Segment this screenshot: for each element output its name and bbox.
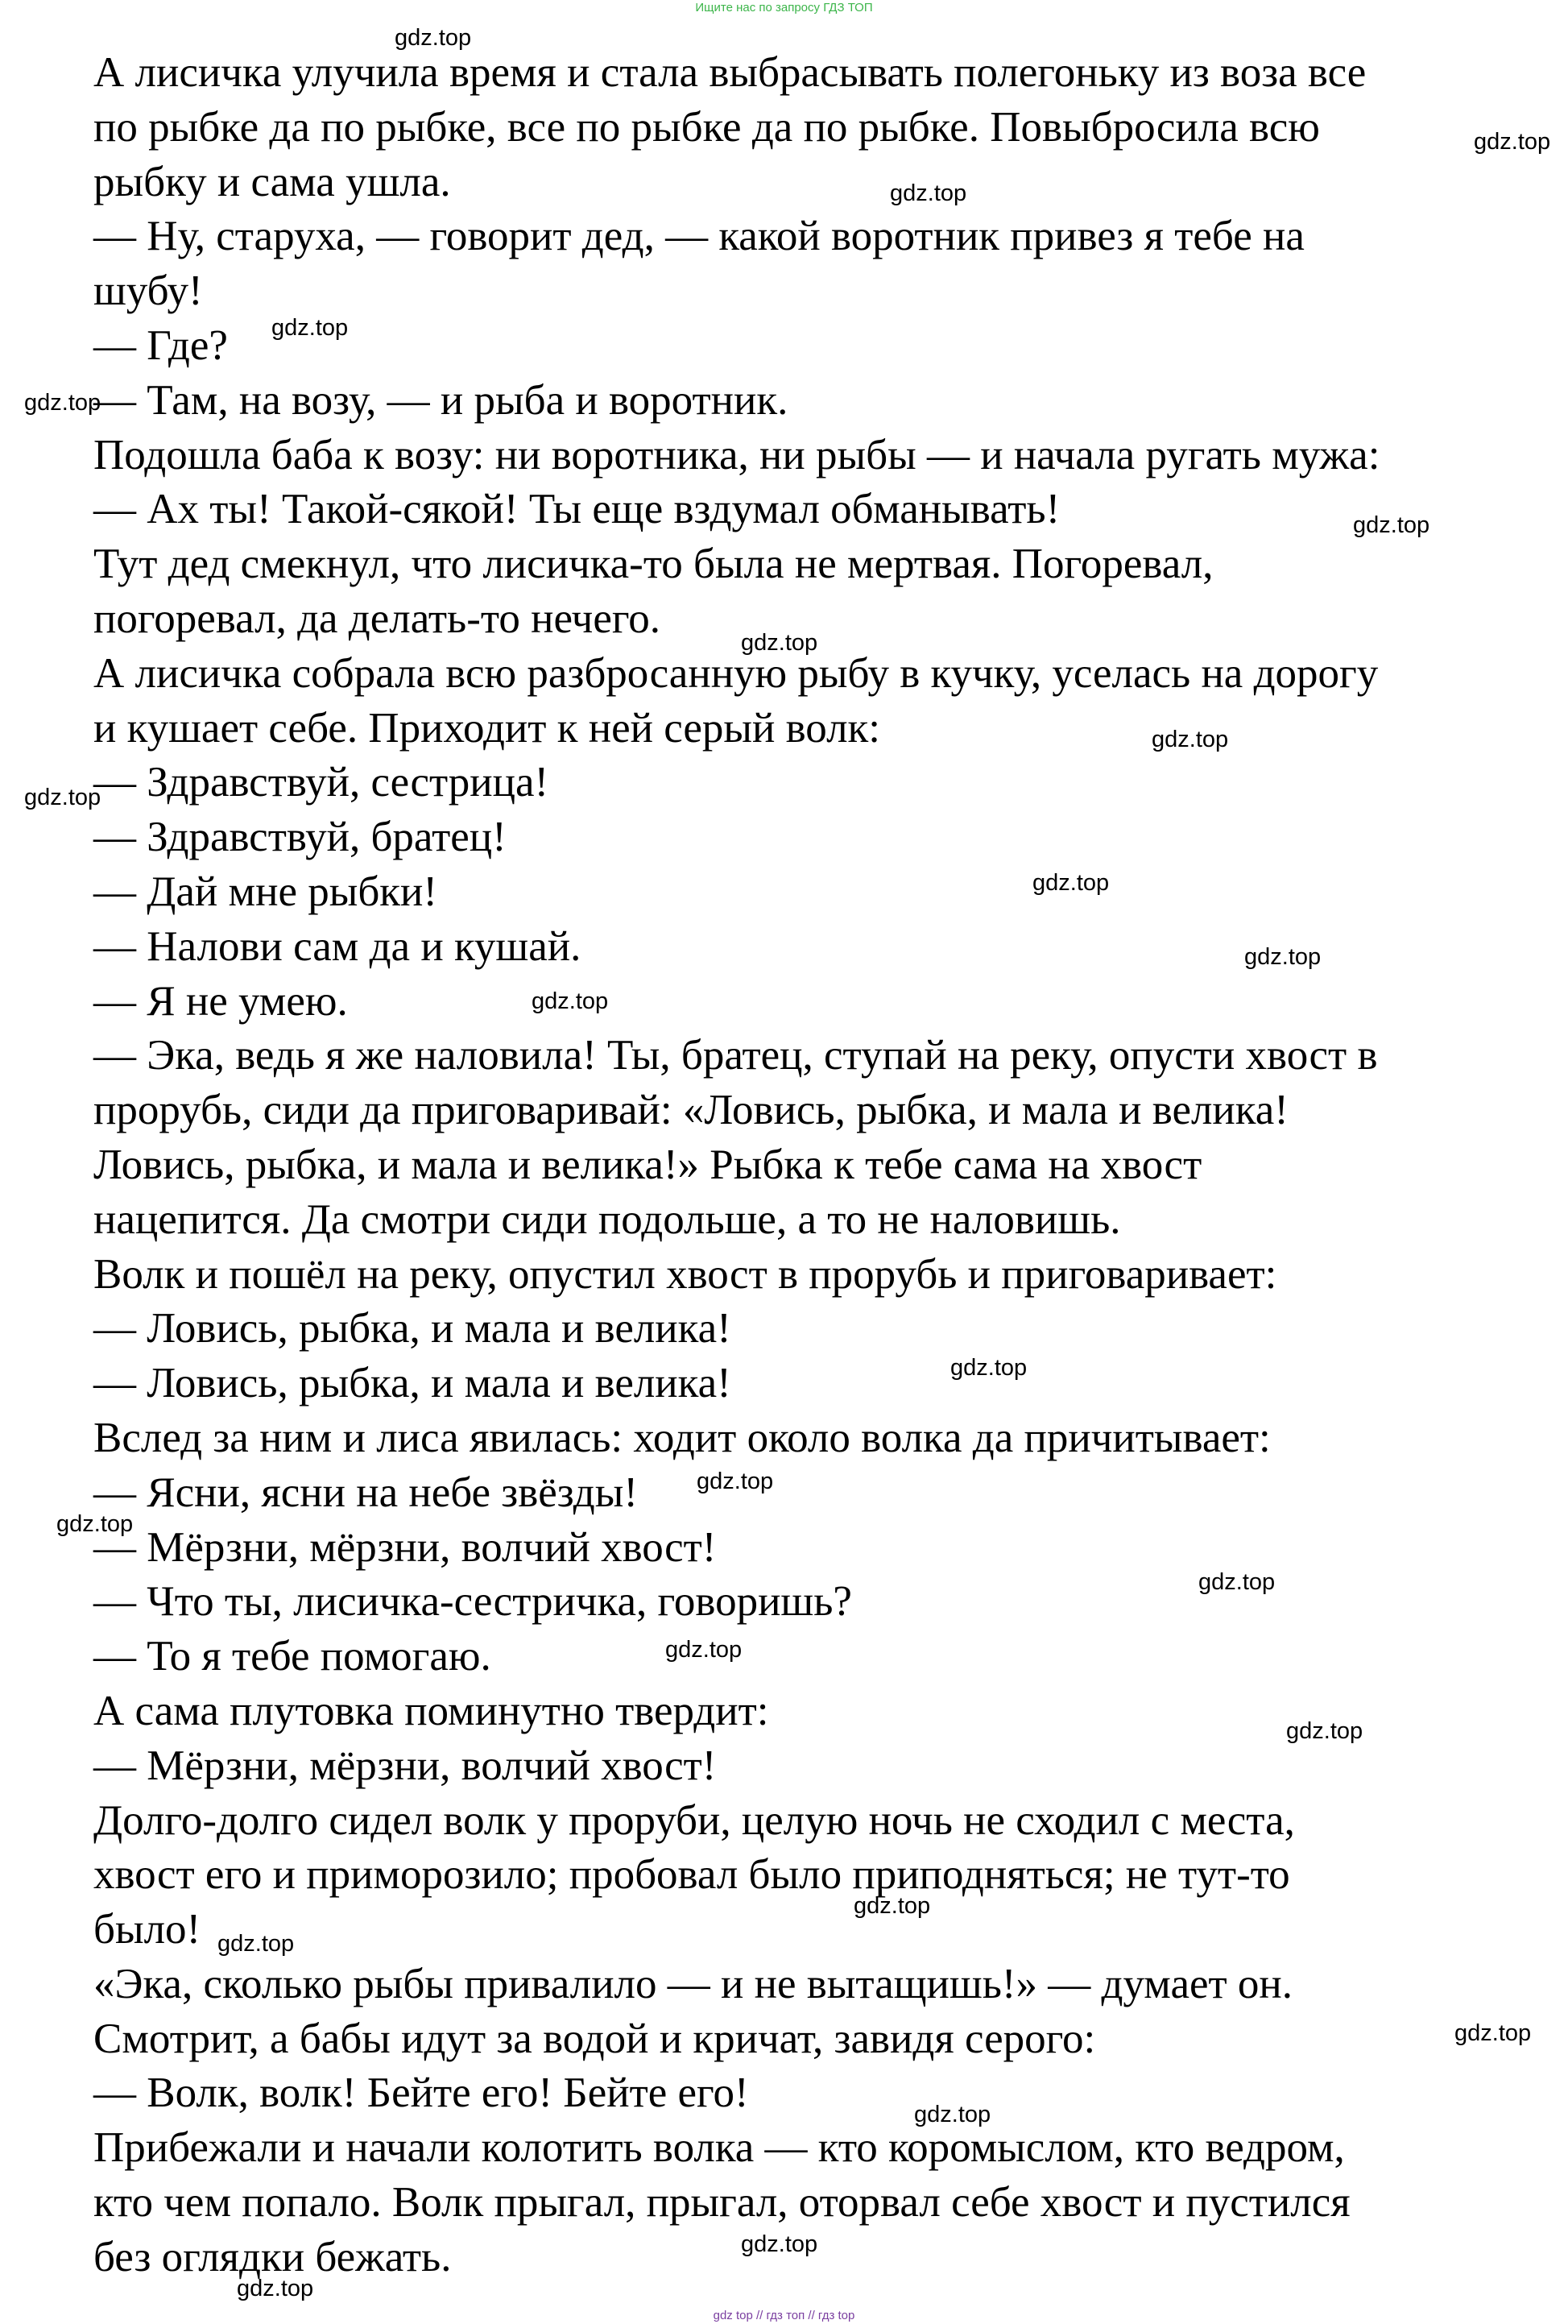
text-line: было!	[93, 1906, 201, 1953]
text-line: погоревал, да делать-то нечего.	[93, 594, 661, 642]
text-line: Подошла баба к возу: ни воротника, ни рыбы — и начала ругать мужа:	[93, 431, 1380, 478]
text-line: А лисичка улучила время и стала выбрасывать полегоньку из воза все	[93, 49, 1367, 96]
search-hint-banner: Ищите нас по запросу ГДЗ ТОП	[695, 1, 873, 14]
text-line: шубу!	[93, 267, 203, 315]
text-line: — Волк, волк! Бейте его! Бейте его!	[93, 2069, 749, 2117]
watermark: gdz.top	[1454, 2020, 1532, 2046]
text-line: — Здравствуй, братец!	[93, 814, 507, 861]
watermark: gdz.top	[217, 1931, 295, 1957]
watermark: gdz.top	[1152, 727, 1229, 752]
footer-banner: gdz top // гдз топ // гдз top	[713, 2309, 855, 2322]
text-line: А сама плутовка поминутно твердит:	[93, 1687, 769, 1734]
text-line: Прибежали и начали колотить волка — кто коромыслом, кто ведром,	[93, 2124, 1345, 2172]
watermark: gdz.top	[56, 1511, 134, 1537]
watermark: gdz.top	[741, 630, 818, 656]
text-line: кто чем попало. Волк прыгал, прыгал, оторвал себе хвост и пустился	[93, 2179, 1351, 2227]
watermark: gdz.top	[395, 25, 472, 51]
text-line: — Мёрзни, мёрзни, волчий хвост!	[93, 1523, 717, 1571]
text-line: Вслед за ним и лиса явилась: ходит около волка да причитывает:	[93, 1414, 1271, 1461]
watermark: gdz.top	[271, 315, 349, 341]
text-line: — Дай мне рыбки!	[93, 868, 438, 915]
text-line: — Эка, ведь я же наловила! Ты, братец, ступай на реку, опусти хвост в	[93, 1032, 1378, 1079]
watermark: gdz.top	[532, 988, 609, 1014]
text-line: — То я тебе помогаю.	[93, 1633, 491, 1680]
watermark: gdz.top	[890, 180, 967, 206]
text-line: — Ясни, ясни на небе звёзды!	[93, 1469, 638, 1516]
text-line: Тут дед смекнул, что лисичка-то была не мертвая. Погоревал,	[93, 541, 1214, 588]
text-line: Долго-долго сидел волк у проруби, целую ночь не сходил с места,	[93, 1796, 1295, 1844]
watermark: gdz.top	[854, 1893, 931, 1919]
watermark: gdz.top	[665, 1637, 743, 1663]
watermark: gdz.top	[741, 2231, 818, 2257]
text-line: и кушает себе. Приходит к ней серый волк:	[93, 704, 881, 752]
watermark: gdz.top	[1244, 944, 1322, 970]
watermark: gdz.top	[237, 2276, 314, 2301]
text-line: — Там, на возу, — и рыба и воротник.	[93, 376, 788, 424]
watermark: gdz.top	[24, 785, 101, 810]
watermark: gdz.top	[1286, 1718, 1363, 1744]
text-line: «Эка, сколько рыбы привалило — и не вытащишь!» — думает он.	[93, 1960, 1293, 2007]
text-line: по рыбке да по рыбке, все по рыбке да по рыбке. Повыбросила всю	[93, 103, 1320, 151]
text-line: Смотрит, а бабы идут за водой и кричат, завидя серого:	[93, 2015, 1096, 2062]
text-line: хвост его и приморозило; пробовал было приподняться; не тут-то	[93, 1851, 1290, 1899]
text-line: — Ну, старуха, — говорит дед, — какой воротник привез я тебе на	[93, 213, 1305, 260]
watermark: gdz.top	[950, 1355, 1028, 1381]
text-line: — Где?	[93, 321, 228, 369]
text-line: — Ловись, рыбка, и мала и велика!	[93, 1360, 731, 1407]
story-text	[93, 46, 1559, 2285]
text-line: — Я не умею.	[93, 977, 348, 1025]
text-line: — Здравствуй, сестрица!	[93, 759, 549, 806]
watermark: gdz.top	[24, 390, 101, 416]
watermark: gdz.top	[914, 2102, 991, 2127]
watermark: gdz.top	[1474, 129, 1551, 155]
text-line: рыбку и сама ушла.	[93, 158, 451, 205]
text-line: — Ах ты! Такой-сякой! Ты еще вздумал обманывать!	[93, 486, 1061, 533]
text-line: Волк и пошёл на реку, опустил хвост в прорубь и приговаривает:	[93, 1250, 1277, 1298]
watermark: gdz.top	[697, 1469, 774, 1494]
text-line: без оглядки бежать.	[93, 2233, 452, 2281]
text-line: — Мёрзни, мёрзни, волчий хвост!	[93, 1742, 717, 1789]
text-line: нацепится. Да смотри сиди подольше, а то не наловишь.	[93, 1195, 1121, 1243]
text-line: — Налови сам да и кушай.	[93, 922, 581, 970]
text-line: прорубь, сиди да приговаривай: «Ловись, рыбка, и мала и велика!	[93, 1087, 1289, 1134]
text-line: Ловись, рыбка, и мала и велика!» Рыбка к тебе сама на хвост	[93, 1141, 1202, 1188]
text-line: — Что ты, лисичка-сестричка, говоришь?	[93, 1578, 852, 1626]
text-line: — Ловись, рыбка, и мала и велика!	[93, 1305, 731, 1353]
watermark: gdz.top	[1353, 512, 1430, 538]
watermark: gdz.top	[1198, 1569, 1276, 1595]
watermark: gdz.top	[1032, 870, 1110, 896]
text-line: А лисичка собрала всю разбросанную рыбу в кучку, уселась на дорогу	[93, 649, 1379, 697]
